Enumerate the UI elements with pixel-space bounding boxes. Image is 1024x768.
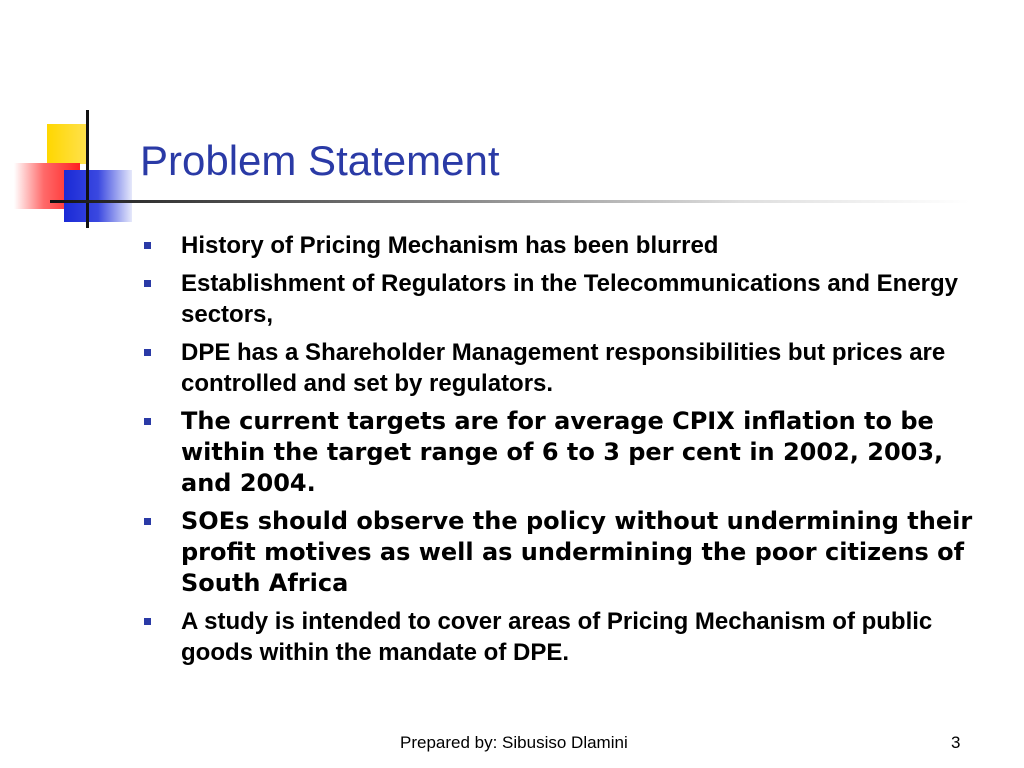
bullet-list [144,230,994,675]
decorative-yellow-block [47,124,87,164]
decorative-blue-block [64,170,132,222]
square-bullet-icon [144,242,151,249]
bullet-text: The current targets are for average CPIX inflation to be within the target range of 6 to 3 per cent in 2002, 2003, and 2004. [181,407,944,497]
square-bullet-icon [144,518,151,525]
bullet-item [144,268,994,330]
footer-author: Prepared by: Sibusiso Dlamini [400,733,628,752]
page-number: 3 [951,733,961,752]
bullet-text: SOEs should observe the policy without undermining their profit motives as well as undermining the poor citizens of South Africa [181,507,973,597]
bullet-text: DPE has a Shareholder Management responsibilities but prices are controlled and set by regulators. [181,339,946,397]
square-bullet-icon [144,280,151,287]
bullet-item [144,337,994,399]
bullet-text: A study is intended to cover areas of Pricing Mechanism of public goods within the mandate of DPE. [181,608,933,666]
slide-title: Problem Statement [140,137,500,184]
bullet-item [144,230,994,261]
square-bullet-icon [144,418,151,425]
bullet-text: History of Pricing Mechanism has been blurred [181,232,719,259]
bullet-text: Establishment of Regulators in the Telecommunications and Energy sectors, [181,270,959,328]
decorative-vertical-line [86,110,89,228]
bullet-item [144,406,994,499]
title-underline [50,200,970,203]
square-bullet-icon [144,349,151,356]
bullet-item [144,606,994,668]
square-bullet-icon [144,618,151,625]
bullet-item [144,506,994,599]
